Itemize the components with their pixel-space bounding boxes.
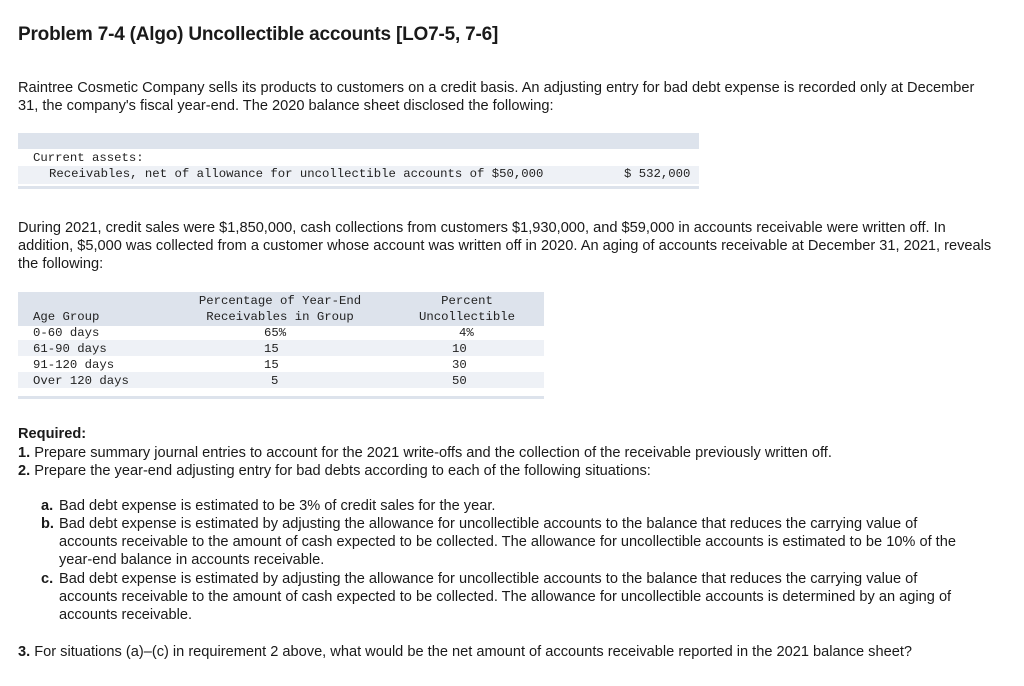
table-row-pct: 15 <box>264 342 279 356</box>
situation-text: Bad debt expense is estimated by adjusting the allowance for uncollectible accounts to the balance that reduces the carrying value of accounts receivable to the amount of cash expected to be collected. The allowance for uncollectible accounts is estimated to be 10% of the year-end balance in accounts receivable. <box>59 516 956 568</box>
table-row-unc: 30 <box>452 358 467 372</box>
header-uncollectible-line1: Percent <box>441 294 493 308</box>
situation-label: b. <box>41 516 54 532</box>
requirement-text: Prepare summary journal entries to account for the 2021 write-offs and the collection of the receivable previously written off. <box>34 445 832 461</box>
transactions-paragraph: During 2021, credit sales were $1,850,000, cash collections from customers $1,930,000, and $59,000 in accounts receivable were written off. In addition, $5,000 was collected from a customer whose account was written off in 2020. An aging of accounts receivable at December 31, 2021, reveals the following: <box>18 220 992 272</box>
table-row-pct: 15 <box>264 358 279 372</box>
receivables-value: $ 532,000 <box>624 167 691 181</box>
table-row-group: 61-90 days <box>33 342 107 356</box>
requirement-text: Prepare the year-end adjusting entry for bad debts according to each of the following situations: <box>34 463 651 479</box>
situation-text: Bad debt expense is estimated by adjusting the allowance for uncollectible accounts to the balance that reduces the carrying value of accounts receivable to the amount of cash expected to be collected. The allowance for uncollectible accounts is determined by an aging of accounts receivable. <box>59 571 952 623</box>
requirement-number: 2. <box>18 463 31 479</box>
table-row-unc: 50 <box>452 374 467 388</box>
table-bottom-rule <box>18 396 544 399</box>
header-uncollectible-line2: Uncollectible <box>419 310 515 324</box>
table-row-pct: 65% <box>264 326 287 340</box>
requirement-number: 3. <box>18 644 31 660</box>
header-age-group: Age Group <box>33 310 100 324</box>
intro-paragraph: Raintree Cosmetic Company sells its products to customers on a credit basis. An adjusting entry for bad debt expense is recorded only at December 31, the company's fiscal year-end. The 2020 balance sheet disclosed the following: <box>18 80 975 114</box>
situation-c <box>41 570 971 624</box>
requirement-1 <box>18 444 998 462</box>
table-row-unc: 10 <box>452 342 467 356</box>
table-bottom-rule <box>18 186 699 189</box>
situation-text: Bad debt expense is estimated to be 3% of credit sales for the year. <box>59 498 496 514</box>
table-row-unc: 4% <box>459 326 474 340</box>
table-row-pct: 5 <box>271 374 279 388</box>
table-row-group: Over 120 days <box>33 374 129 388</box>
situation-label: c. <box>41 571 54 587</box>
situation-a <box>41 497 971 515</box>
problem-title: Problem 7-4 (Algo) Uncollectible accounts [LO7-5, 7-6] <box>18 24 499 45</box>
table-row-group: 91-120 days <box>33 358 115 372</box>
situation-b <box>41 515 971 569</box>
header-percentage-line1: Percentage of Year-End <box>198 294 362 308</box>
receivables-label: Receivables, net of allowance for uncollectible accounts of $50,000 <box>49 167 544 181</box>
situation-label: a. <box>41 498 54 514</box>
table-header-band <box>18 133 699 149</box>
requirement-3 <box>18 643 998 661</box>
requirement-text: For situations (a)–(c) in requirement 2 above, what would be the net amount of accounts receivable reported in the 2021 balance sheet? <box>34 644 913 660</box>
current-assets-heading: Current assets: <box>33 151 144 165</box>
table-row-group: 0-60 days <box>33 326 100 340</box>
requirement-number: 1. <box>18 445 31 461</box>
required-heading: Required: <box>18 426 87 442</box>
header-percentage-line2: Receivables in Group <box>206 310 354 324</box>
requirement-2 <box>18 462 998 480</box>
